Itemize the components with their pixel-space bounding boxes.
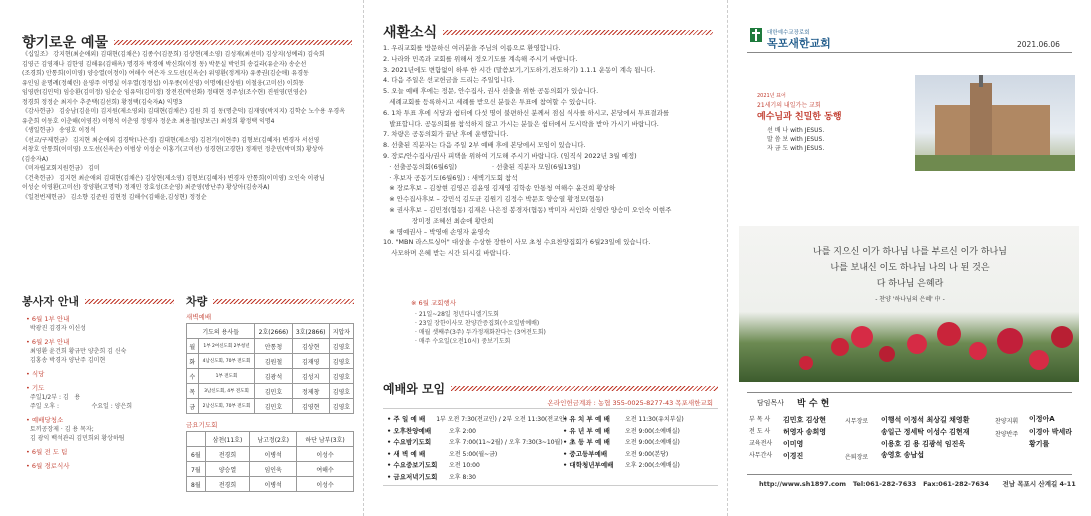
footer-contact: http://www.sh1897.com Tel:061-282-7633 Fax:061-282-7634 전남 목포시 산계길 4-11 [759,480,1076,488]
accomp-role: 찬양반주 [995,431,1019,438]
table-cell: 1부 2여신도회 2부청년 [198,339,255,354]
worship-name: • 금요저녁기도회 [387,472,438,481]
table-cell: 7월 [187,462,206,477]
online-account: 온라인헌금계좌 : 농협 355-0025-8277-43 목포새한교회 [547,399,713,407]
worship-name: • 수요중보기도회 [387,461,438,469]
worship-name: • 유 치 부 예 배 [563,415,610,423]
title-rule [213,299,354,304]
offering-line: 서창호 안통희(이미영) 오도선(신옥순) 이범상 이성순 이홍기(고미선) 성경현(고경한) 정재민 정춘민(박미희) 황상아 [22,146,324,153]
offering-line: 《미자립교회지원헌금》 김미 [22,165,100,172]
table-cell: 여해수 [297,462,354,477]
table-row [187,369,354,384]
pastor-label: 담임목사 [757,399,785,407]
news-item: 사모하며 은혜 받는 시간 되시길 바랍니다. [383,249,511,258]
worship-time: 오전 5:00(월~금) [449,450,498,458]
honor-role: 은퇴장로 [845,454,869,461]
dawn-car-table [186,323,354,414]
table-header-cell: 지압자 [329,324,353,339]
staff-names: 허영자 송희영 [783,428,827,436]
table-cell: 정제창 [292,384,329,399]
news-title: 새환소식 [383,25,438,41]
staff-row [749,414,826,426]
table-header-cell: 기도의 용사들 [187,324,255,339]
table-row [187,399,354,414]
event-item: · 23일 장한이사모 찬양간증집회(수요일밤예배) [415,320,540,327]
staff-role: 사무간사 [749,452,773,459]
worship-row [387,460,567,472]
offering-line: 《선교/구제헌금》 김지현 최순애외 김경탁(나은경) 김대현(제소영) 김천기(이현주) 김형보(김혜자) 변경자 서선영 [22,136,320,144]
staff-list [749,414,826,462]
worship-row [563,414,718,426]
worship-name: • 중고등부예배 [563,449,608,458]
table-cell: 김성지 [292,369,329,384]
staff-names: 김민호 김상현 [783,416,827,424]
news-item: 8. 선출된 직분자는 다음 주일 2부 예배 후에 본당에서 모임이 있습니다. [383,141,586,150]
worship-name: • 수요밤기도회 [387,438,432,446]
news-heading [383,22,713,42]
motto-line: 자 금 도 with JESUS. [767,145,825,152]
volunteer-head: • 6월 1부 안내 [26,315,70,323]
offering-line: 《일천번제헌금》 김소향 김준원 김현정 김해수(김해윤,김성현) 정정순 [22,193,207,201]
news-item: · 선출공동의회(6월6일) · 선출된 직분자 모임(6월13일) [383,162,581,171]
staff-role: 교육전사 [749,440,773,447]
table-cell: 이성수 [297,477,354,492]
staff-row [749,426,826,438]
table-row [187,477,354,492]
worship-row [563,449,718,461]
worship-row [563,437,718,449]
offering-line: 《생일헌금》 송영호 이정석 [22,127,96,134]
friday-prayer-label: 금요기도회 [186,421,218,429]
table-cell: 수 [187,369,199,384]
volunteer-line: 주일1/2부 : 김 용 [30,394,81,401]
church-building-photo [915,75,1075,171]
volunteer-line: 주일 오후 : 수요일 : 양은희 [30,403,133,410]
elders-list [881,414,969,450]
table-cell: 김영호 [329,399,353,414]
events-title: ※ 6월 교회행사 [411,299,457,307]
worship-time: 오후 2:00(소예배실) [625,462,680,469]
elders-line: 이용호 김 용 김광석 임진욱 [881,440,966,448]
motto-sub: 21세기의 내일가는 교회 [757,102,821,109]
title-rule [443,30,713,35]
worship-time: 오전 10:00 [449,462,480,469]
table-cell: 김영현 [292,399,329,414]
worship-row [563,460,718,472]
table-cell: 김민호 [255,399,292,414]
table-header-cell: 2호(2666) [255,324,292,339]
table-cell: 이병석 [250,477,297,492]
worship-left [387,414,567,483]
news-item: ※ 권사후보 – 김민정(협동) 김재은 나은정 봉경자(협동) 박미자 서인화 신영란 양승미 오인숙 이현주 [383,205,672,214]
volunteer-title: 봉사자 안내 [22,295,79,308]
table-header-row [187,324,354,339]
divider [747,52,1072,53]
table-row [187,384,354,399]
news-item: 10. "MBN 라스트싱어" 대상을 수상한 장한이 사모 초청 수요찬양집회가 6월23일에 있습니다. [383,238,651,247]
volunteer-line: 최영환 윤건희 황규만 양춘희 김 신숙 [30,348,127,355]
table-header-cell: 삼천(11호) [205,432,249,447]
news-item: ※ 안수집사후보 – 강민석 김도균 김원기 김정수 박문호 양승열 황정모(협동) [383,195,604,204]
worship-right [563,414,718,472]
motto-year: 2021년 표어 [757,93,786,99]
table-cell: 전경희 [205,477,249,492]
volunteer-line: 박광진 김경자 이신성 [30,325,86,332]
news-item: 발표합니다. 공동의회를 참석하지 않고 가시는 분들은 쉼터에서 도시락을 받아 가시기 바랍니다. [383,119,659,128]
table-row [187,354,354,369]
title-rule [114,40,352,45]
poem-line: 다 하나님 은혜라 [876,279,944,289]
staff-row [749,450,826,462]
staff-names: 이미영 [783,440,804,448]
accomp-names: 이경아 박세라 [1029,428,1073,436]
table-cell: 안통청 [255,339,292,354]
worship-name: • 대학청년부예배 [563,461,614,469]
table-cell: 김재영 [292,354,329,369]
news-item: ※ 명예권사 – 박영애 손영자 윤영숙 [383,227,490,236]
table-cell: 김민호 [255,384,292,399]
volunteer-head: • 6월 2부 안내 [26,338,70,346]
offering-line: 유춘희 이동호 이춘해(이영진) 이형석 이춘영 정영자 정운초 최용철(양보근) 최성희 황정택 익명4 [22,117,275,125]
news-item: 세례교회를 등록하시고 세례를 받으신 분들은 투표에 참여할 수 있습니다. [383,97,597,106]
table-cell: 김영호 [329,369,353,384]
volunteer-head: • 예배당청소 [26,416,64,424]
news-item: 9. 장로/안수집사/권사 피택을 위하여 기도해 주시기 바랍니다. (임직식 2022년 3월 예정) [383,151,637,160]
worship-title: 예배와 모임 [383,382,446,396]
elders-line: 이행석 이정석 최상길 채영환 [881,416,970,424]
news-item: 6. 1차 투표 후에 식당과 쉼터에 다섯 명이 불편하신 분께서 점심 식사를 하시고, 본당에서 투표결과를 [383,108,670,117]
news-item: 2. 나라와 민족과 교회를 위해서 정오기도를 계속해 주시기 바랍니다. [383,54,578,63]
worship-row [387,414,567,426]
table-header-cell: 남고정(2호) [250,432,297,447]
staff-role: 전 도 사 [749,428,771,435]
panel-cover [727,0,1091,516]
volunteer-heading [22,293,174,309]
dawn-service-label: 새벽예배 [186,313,212,321]
table-row [187,447,354,462]
event-item: · 매주 수요일(오전10시) 중보기도회 [415,338,511,345]
table-header-row [187,432,354,447]
worship-heading [383,380,718,397]
news-item: 3. 2021년에도 변함없이 하루 한 시간 (말씀보기,기도하기,전도하기) 1.1.1 운동이 계속 됩니다. [383,65,656,74]
divider [747,392,1072,393]
table-cell: 이성수 [297,447,354,462]
table-cell: 6월 [187,447,206,462]
news-item: 4. 다음 주일은 선교헌금을 드리는 주일입니다. [383,76,515,85]
poem [755,244,1065,308]
staff-role: 부 목 사 [749,416,771,423]
table-cell: 임인욱 [250,462,297,477]
volunteer-head: • 기도 [26,384,45,392]
volunteer-head: • 6월 경로식사 [26,462,70,470]
news-item: ※ 장로후보 – 김창현 김영곤 김윤영 김재영 김학송 안통청 여해수 윤건희 황상하 [383,184,616,193]
worship-row [387,472,567,484]
worship-time: 오전 11:30(유치부실) [625,416,684,423]
table-cell: 월 [187,339,199,354]
table-cell: 1부 전도회 [198,369,255,384]
staff-row [749,438,826,450]
friday-car-table [186,431,354,492]
worship-time: 오전 9:00(본당) [625,450,669,458]
news-item: · 후보자 공동기도(6월6일) : 새벽기도회 참석 [383,173,518,182]
offering-line: (조경희) 안통희(이미영) 양승열(이정이) 여해수 여은자 오도선(신옥순) 위영환(정계자) 유종권(김순애) 유경동 [22,70,309,77]
volunteer-head: • 6월 전 도 팀 [26,448,68,456]
worship-row [387,449,567,461]
panel-news [363,0,727,516]
offering-line: 임영란(김민덕) 임승환(김미정) 임순순 임유덕(김미정) 장전진(박선화) 정태현 정주성(조수현) 진원영(민영순) [22,89,307,96]
event-item: · 21일~28일 청년다니엘기도회 [415,311,499,318]
worship-name: • 새 벽 예 배 [387,449,426,458]
volunteer-list [26,310,176,471]
worship-name: • 초 등 부 예 배 [563,438,610,446]
motto-lines [767,126,824,153]
motto-line: 말 씀 보 with JESUS. [767,136,825,143]
church-logo-icon [750,28,762,42]
event-item: · 매월 셋째주(3주) 두가정재화찬다는 (3여전도회) [415,329,546,336]
table-header-cell: 3호(2866) [292,324,329,339]
offering-line: 이성순 이영환(고미선) 장양환(고명덕) 정재민 장효성(조순영) 최준영(방난주) 황상아(김송자A) [22,184,270,191]
honor-elders: 송영호 송남섭 [881,451,925,459]
title-rule [451,386,718,391]
worship-name: • 유 년 부 예 배 [563,426,610,435]
table-cell: 김영호 [329,339,353,354]
staff-names: 이경진 [783,452,804,460]
poem-line: 나를 보내신 이도 하나님 나의 나 된 것은 [830,263,990,273]
worship-time: 오후 2:00 [449,427,476,435]
offering-line: 정경희 정정순 최지수 추준택(김선희) 황정택(김숙자A) 익명3 [22,98,183,106]
worship-time: 오전 9:00(소예배실) [625,439,680,446]
worship-time: 1부 오전 7:30(전교인) / 2부 오전 11:30(전교인) [436,416,567,423]
table-header-cell: 하단 남부(3호) [297,432,354,447]
volunteer-line: 김 광익 백석관리 김민희외 황상하팀 [30,435,125,442]
bulletin-date: 2021.06.06 [1017,40,1060,49]
offerings-list [22,50,352,202]
worship-time: 오후 8:30 [449,473,476,481]
volunteer-head: • 식당 [26,370,45,378]
table-cell: 2남신도회, 70부 전도회 [198,399,255,414]
poem-line: 나를 지으신 이가 하나님 나를 부르신 이가 하나님 [813,247,1007,257]
table-cell: 양승열 [205,462,249,477]
news-item: 장미정 조혜선 최순애 황란희 [383,216,494,225]
table-cell: 목 [187,384,199,399]
panel-offerings [0,0,363,516]
church-name: 목포새한교회 [767,37,831,50]
offering-line: 유인임 윤명례(정혜린) 윤영주 이명실 이우열(정정섭) 이우종(이신영) 이명예(신상원) 이철웅(고미선) 이희동 [22,79,305,87]
accomp-names-2: 황기률 [1029,440,1050,448]
table-header-cell [187,432,206,447]
news-item: 1. 우리교회를 방문하신 여러분을 주님의 이름으로 환영합니다. [383,44,561,52]
denomination: 대한예수교장로회 [767,30,810,36]
offering-line: 《감사헌금》 김숭남(김윤미) 김지원(제소영외) 김대현(김채은) 김원 희 김 동(명춘덕) 김재영(박지지) 김학순 노수용 우경옥 [22,108,346,115]
table-cell: 3남신도회, 4부 전도회 [198,384,255,399]
table-cell: 김영호 [329,384,353,399]
table-cell: 4남신도회, 70부 전도회 [198,354,255,369]
worship-time: 오전 9:00(소예배실) [625,427,680,435]
news-list [383,43,718,259]
car-heading [186,293,354,309]
volunteer-line: 토끼공장제 · 김 용 목자; [30,426,94,433]
pastor-name: 박 수 현 [797,399,830,409]
news-item: 7. 차량은 공동의회가 끝난 후에 운행합니다. [383,130,509,139]
table-cell: 8월 [187,477,206,492]
offering-line: (김송자A) [22,155,49,163]
offering-line: 김영근 김영재나 김한영 김해유(김해옥) 명경자 박경애 박신희(이정 동) 박문실 박인희 송길라(유순자) 송순선 [22,60,307,68]
worship-row [563,426,718,438]
table-cell: 이병석 [250,447,297,462]
worship-row [387,437,567,449]
events-list [415,310,546,346]
volunteer-line: 김홍송 박경자 양난주 김미현 [30,357,106,364]
offering-line: 《십일조》 강지현(최순애외) 김대현(김채은) 김종수(김문희) 김상현(제소영) 김성재(최선미) 김상지(성예리) 김숙희 [22,51,325,58]
offerings-title: 향기로운 예물 [22,35,109,51]
motto-line: 선 배 나 with JESUS. [767,127,825,134]
table-cell: 김상현 [292,339,329,354]
elders-line: 송일근 정세탁 이성수 김현재 [881,428,970,436]
news-item: 5. 오늘 예배 후에는 정문, 안수집사, 권사 선출을 위한 공동의회가 있습니다. [383,87,599,96]
elders-role: 시무장로 [845,418,869,425]
table-cell: 금 [187,399,199,414]
lead-role: 찬양지휘 [995,418,1019,425]
worship-name: • 오후찬양예배 [387,426,432,435]
lead-name: 이정아A [1029,415,1055,423]
poem-line: - 찬양 '하나님의 은혜' 中 - [875,296,945,303]
worship-row [387,426,567,438]
table-row [187,462,354,477]
worship-time: 오후 7:00(11~2월) / 오후 7:30(3~10월) [449,439,563,446]
divider [747,474,1072,475]
title-rule [85,299,174,304]
worship-name: • 주 일 예 배 [387,415,426,423]
motto: 예수님과 친밀한 동행 [757,112,842,122]
table-cell: 김광석 [255,369,292,384]
table-cell: 화 [187,354,199,369]
table-cell: 전경희 [205,447,249,462]
offerings-heading [22,32,352,52]
table-cell: 김영호 [329,354,353,369]
car-title: 차량 [186,295,208,308]
table-row [187,339,354,354]
offering-line: 《건축헌금》 김지현 최순애외 김대현(김채은) 김상현(제소영) 김현보(김혜자) 변경자 안통희(이미영) 오인숙 이광님 [22,174,325,182]
table-cell: 김원철 [255,354,292,369]
